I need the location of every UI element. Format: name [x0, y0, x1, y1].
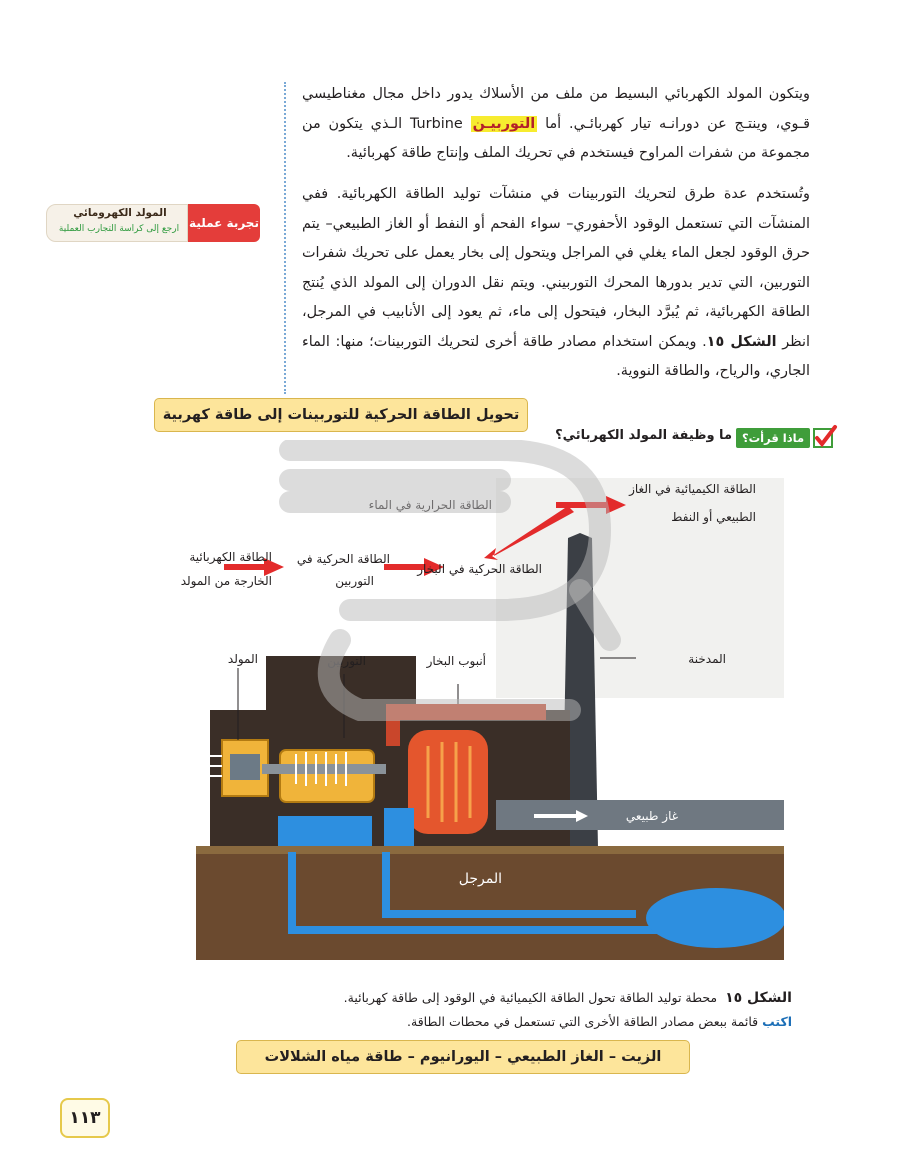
- label-thermal-energy: الطاقة الحرارية في الماء: [368, 498, 492, 512]
- sidebox-subtitle: ارجع إلى كراسة التجارب العملية: [58, 224, 180, 234]
- figure-task: اكتب قائمة ببعض مصادر الطاقة الأخرى التي تستعمل في محطات الطاقة.: [407, 1014, 792, 1029]
- checkmark-icon: [812, 424, 838, 450]
- label-natural-gas: غاز طبيعي: [625, 809, 678, 823]
- reading-check-question: ما وظيفة المولد الكهربائي؟: [555, 428, 732, 443]
- power-plant-figure: [180, 478, 784, 960]
- figure-caption: الشكل ١٥ محطة توليد الطاقة تحول الطاقة الكيميائية في الوقود إلى طاقة كهربائية.: [343, 990, 792, 1006]
- label-chemical-energy-1: الطاقة الكيميائية في الغاز: [629, 482, 756, 496]
- label-kinetic-turbine-1: الطاقة الحركية في: [296, 552, 390, 566]
- label-electric-out-2: الخارجة من المولد: [180, 574, 272, 588]
- page-number: ١١٣: [60, 1098, 110, 1138]
- label-steam-pipe: أنبوب البخار: [426, 654, 486, 668]
- reading-check-badge: ماذا قرأت؟: [736, 428, 810, 448]
- label-chemical-energy-2: الطبيعي أو النفط: [671, 510, 756, 524]
- sidebox-title: المولد الكهرومائي: [73, 207, 167, 219]
- paragraph-turbines: وتُستخدم عدة طرق لتحريك التوربينات في منشآت توليد الطاقة الكهربائية. ففي المنشآت التي تستعمل الوقود الأحفوري– سواء الفحم أو النفط أو الغاز الطبيعي– يتم حرق الوقود لجعل الماء يغلي في المراجل ويتحول إلى بخار يعمل على تحريك شفرات التوربين، التي تدير بدورها المحرك التوربيني. ويتم نقل الدوران إلى المولد الذي يُنتج الطاقة الكهربائية، ثم يُبرَّد البخار، فيتحول إلى ماء، ثم يعود إلى الأنابيب في المرجل، انظر الشكل ١٥. ويمكن استخدام مصادر طاقة أخرى لتحريك التوربينات؛ منها: الماء الجاري، والرياح، والطاقة النووية.: [302, 186, 810, 379]
- task-answer: الزيت – الغاز الطبيعي – اليورانيوم – طاقة مياه الشلالات: [236, 1040, 690, 1074]
- turbine-term: التوربيـن: [472, 115, 536, 132]
- reading-check-answer: تحويل الطاقة الحركية للتوربينات إلى طاقة كهربية: [154, 398, 528, 432]
- label-kinetic-steam: الطاقة الحركية في البخار: [417, 562, 542, 576]
- figure-reference: الشكل ١٥: [706, 333, 777, 350]
- label-generator: المولد: [227, 652, 258, 666]
- margin-separator: [284, 82, 286, 394]
- label-electric-out-1: الطاقة الكهربائية: [189, 550, 272, 564]
- label-chimney: المدخنة: [688, 652, 726, 666]
- sidebox-badge: تجربة عملية: [188, 204, 260, 242]
- boiler-furnace: [408, 730, 488, 834]
- practical-experiment-box[interactable]: [46, 204, 260, 240]
- label-boiler: المرجل: [458, 871, 502, 887]
- label-turbine: التوربين: [327, 654, 366, 668]
- paragraph-generator: ويتكون المولد الكهربائي البسيط من ملف من الأسلاك يدور داخل مجال مغناطيسي قـوي، وينتـج عن دورانـه تيار كهربائـي. أما التوربيـن Turbine الـذي يتكون من مجموعة من شفرات المراوح فيستخدم في تحريك الملف وإنتاج طاقة كهربائية.: [302, 86, 810, 161]
- label-kinetic-turbine-2: التوربين: [335, 574, 374, 588]
